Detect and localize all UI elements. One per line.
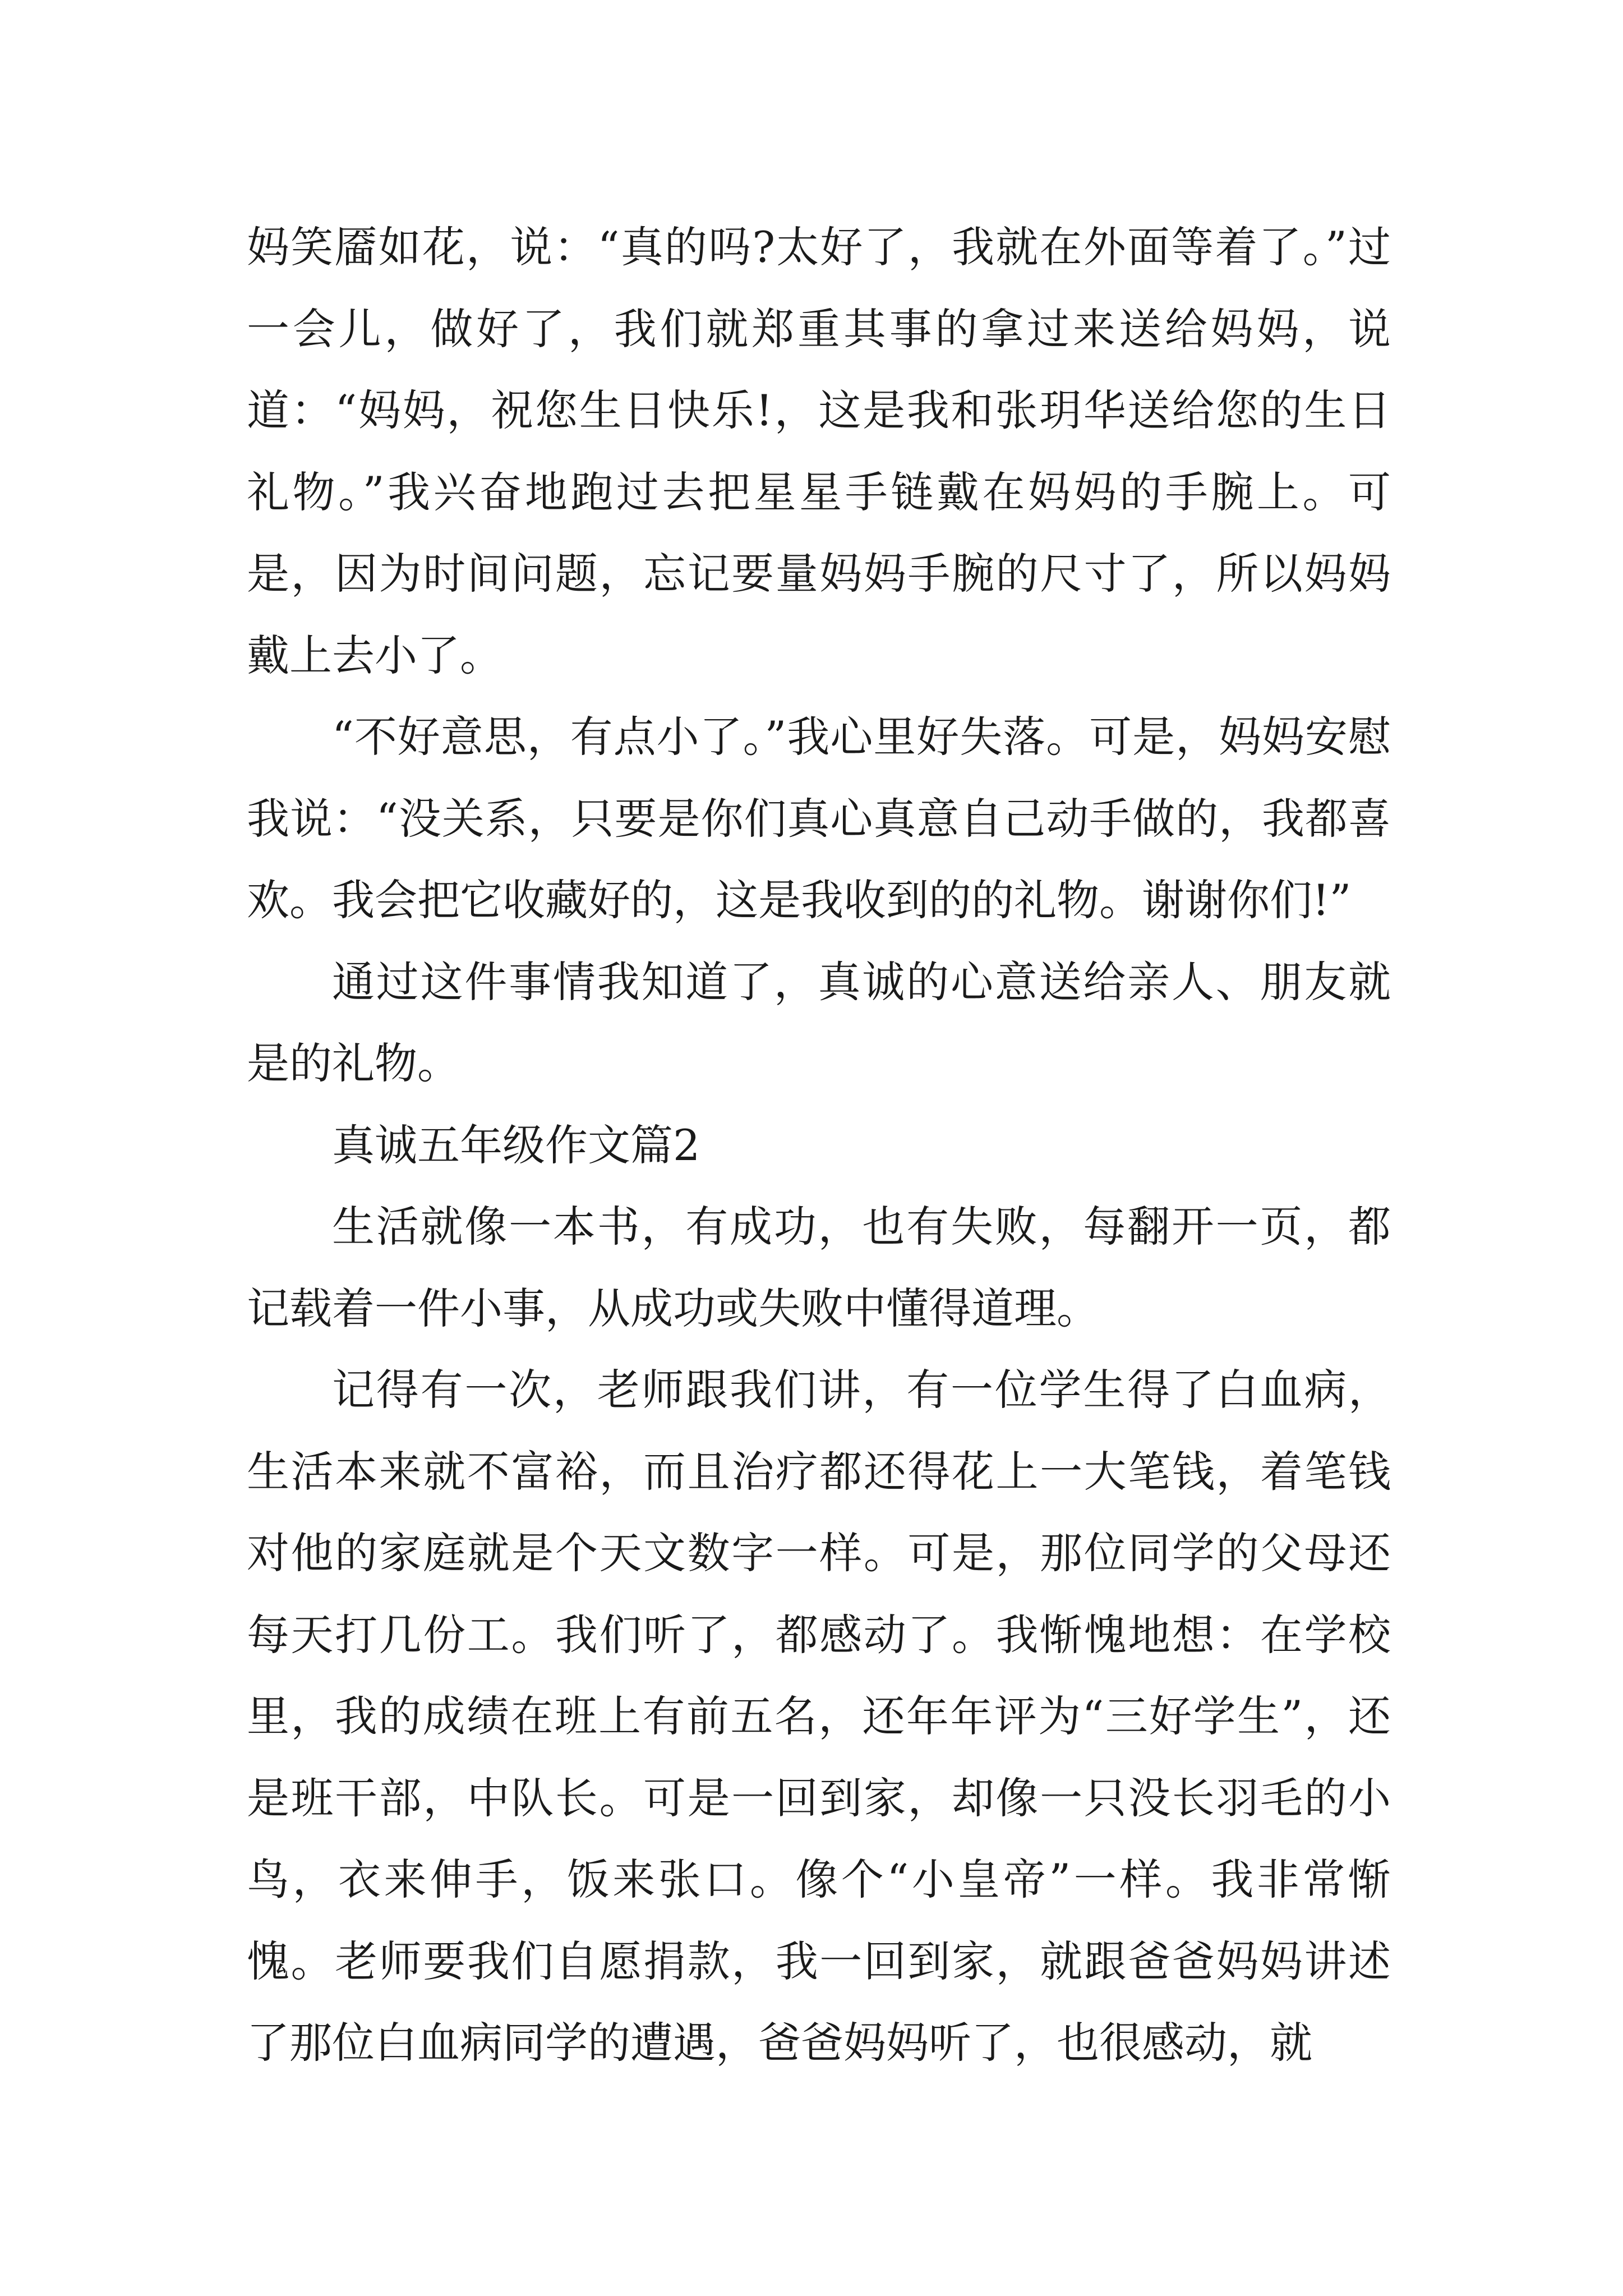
paragraph-birthday-gift: 妈笑靥如花，说：“真的吗?太好了，我就在外面等着了。”过一会儿，做好了，我们就郑重其事的拿过来送给妈妈，说道：“妈妈，祝您生日快乐!，这是我和张玥华送给您的生日礼物。”我兴奋地跑过去把星星手链戴在妈妈的手腕上。可是，因为时间问题，忘记要量妈妈手腕的尺寸了，所以妈妈戴上去小了。 xyxy=(247,222,1391,680)
paragraph-conclusion: 通过这件事情我知道了，真诚的心意送给亲人、朋友就是的礼物。 xyxy=(247,956,1391,1088)
document-body xyxy=(247,206,1391,2084)
paragraph-leukemia-story: 记得有一次，老师跟我们讲，有一位学生得了白血病，生活本来就不富裕，而且治疗都还得花上一大笔钱，着笔钱对他的家庭就是个天文数字一样。可是，那位同学的父母还每天打几份工。我们听了，都感动了。我惭愧地想：在学校里，我的成绩在班上有前五名，还年年评为“三好学生”，还是班干部，中队长。可是一回到家，却像一只没长羽毛的小鸟，衣来伸手，饭来张口。像个“小皇帝”一样。我非常惭愧。老师要我们自愿捐款，我一回到家，就跟爸爸妈妈讲述了那位白血病同学的遭遇，爸爸妈妈听了，也很感动，就 xyxy=(247,1365,1391,2068)
paragraph-bracelet-too-small: “不好意思，有点小了。”我心里好失落。可是，妈妈安慰我说：“没关系，只要是你们真心真意自己动手做的，我都喜欢。我会把它收藏好的，这是我收到的的礼物。谢谢你们!” xyxy=(247,712,1391,925)
paragraph-life-like-book: 生活就像一本书，有成功，也有失败，每翻开一页，都记载着一件小事，从成功或失败中懂得道理。 xyxy=(247,1202,1391,1333)
section-heading: 真诚五年级作文篇2 xyxy=(332,1120,700,1170)
